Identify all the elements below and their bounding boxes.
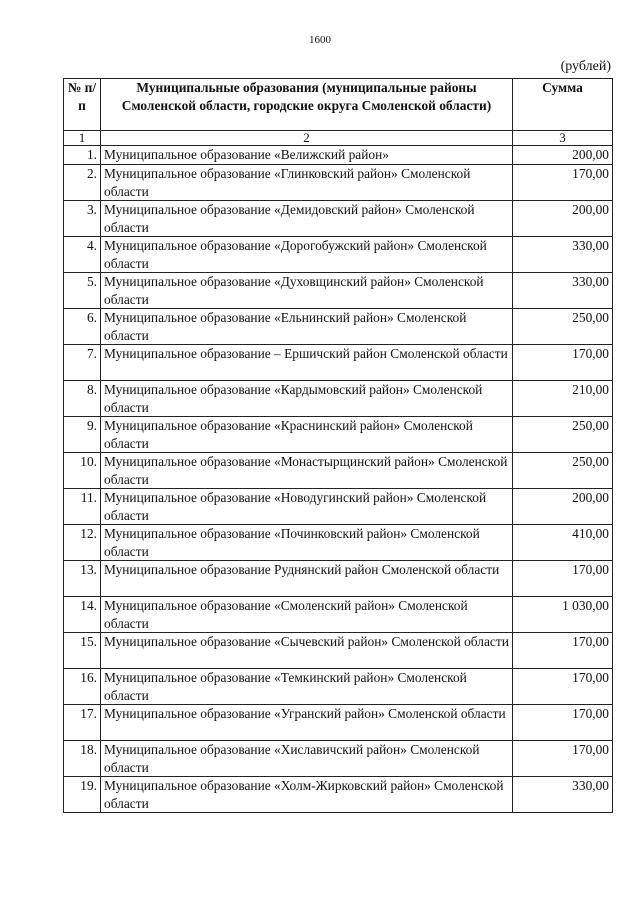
municipality-name: Муниципальное образование «Темкинский район» Смоленской области <box>101 669 513 705</box>
row-number: 2. <box>64 165 101 201</box>
table-row <box>64 309 613 345</box>
table-row <box>64 633 613 669</box>
row-sum: 200,00 <box>513 201 613 237</box>
row-sum: 170,00 <box>513 633 613 669</box>
municipality-name: Муниципальное образование «Кардымовский район» Смоленской области <box>101 381 513 417</box>
row-sum: 250,00 <box>513 453 613 489</box>
municipality-name: Муниципальное образование «Велижский район» <box>101 146 513 165</box>
table-row <box>64 597 613 633</box>
table-row <box>64 146 613 165</box>
row-sum: 170,00 <box>513 741 613 777</box>
municipality-name: Муниципальное образование «Демидовский район» Смоленской области <box>101 201 513 237</box>
municipality-name: Муниципальное образование «Угранский район» Смоленской области <box>101 705 513 741</box>
table-row <box>64 777 613 813</box>
row-number: 11. <box>64 489 101 525</box>
row-number: 13. <box>64 561 101 597</box>
column-number: 1 <box>64 131 101 146</box>
municipality-name: Муниципальное образование «Духовщинский район» Смоленской области <box>101 273 513 309</box>
municipality-name: Муниципальное образование «Сычевский район» Смоленской области <box>101 633 513 669</box>
row-number: 18. <box>64 741 101 777</box>
column-number: 2 <box>101 131 513 146</box>
table-row <box>64 165 613 201</box>
row-sum: 330,00 <box>513 273 613 309</box>
row-number: 12. <box>64 525 101 561</box>
row-sum: 170,00 <box>513 705 613 741</box>
table-header-row <box>64 79 613 131</box>
header-municipality: Муниципальные образования (муниципальные районы Смоленской области, городские округа Смоленской области) <box>101 79 513 131</box>
column-number-row <box>64 131 613 146</box>
row-sum: 170,00 <box>513 345 613 381</box>
row-sum: 170,00 <box>513 669 613 705</box>
table-row <box>64 705 613 741</box>
table-row <box>64 417 613 453</box>
row-sum: 250,00 <box>513 417 613 453</box>
units-label: (рублей) <box>560 59 611 74</box>
municipality-name: Муниципальное образование Руднянский район Смоленской области <box>101 561 513 597</box>
table-row <box>64 201 613 237</box>
row-number: 6. <box>64 309 101 345</box>
municipality-name: Муниципальное образование – Ершичский район Смоленской области <box>101 345 513 381</box>
row-sum: 170,00 <box>513 165 613 201</box>
municipality-name: Муниципальное образование «Глинковский район» Смоленской области <box>101 165 513 201</box>
table-row <box>64 525 613 561</box>
allocation-table <box>63 78 613 813</box>
row-number: 16. <box>64 669 101 705</box>
row-number: 9. <box>64 417 101 453</box>
table-row <box>64 381 613 417</box>
row-number: 15. <box>64 633 101 669</box>
municipality-name: Муниципальное образование «Дорогобужский район» Смоленской области <box>101 237 513 273</box>
row-sum: 170,00 <box>513 561 613 597</box>
row-number: 1. <box>64 146 101 165</box>
table-row <box>64 237 613 273</box>
column-number: 3 <box>513 131 613 146</box>
header-number: № п/п <box>64 79 101 131</box>
table-row <box>64 489 613 525</box>
municipality-name: Муниципальное образование «Хиславичский район» Смоленской области <box>101 741 513 777</box>
row-number: 19. <box>64 777 101 813</box>
row-sum: 1 030,00 <box>513 597 613 633</box>
municipality-name: Муниципальное образование «Краснинский район» Смоленской области <box>101 417 513 453</box>
municipality-name: Муниципальное образование «Новодугинский район» Смоленской области <box>101 489 513 525</box>
header-sum: Сумма <box>513 79 613 131</box>
row-number: 10. <box>64 453 101 489</box>
municipality-name: Муниципальное образование «Смоленский район» Смоленской области <box>101 597 513 633</box>
table-row <box>64 561 613 597</box>
row-sum: 200,00 <box>513 489 613 525</box>
row-sum: 200,00 <box>513 146 613 165</box>
row-sum: 210,00 <box>513 381 613 417</box>
table-row <box>64 345 613 381</box>
row-number: 17. <box>64 705 101 741</box>
row-sum: 330,00 <box>513 237 613 273</box>
row-sum: 250,00 <box>513 309 613 345</box>
row-number: 7. <box>64 345 101 381</box>
table-row <box>64 669 613 705</box>
page-number: 1600 <box>309 34 331 46</box>
row-number: 14. <box>64 597 101 633</box>
municipality-name: Муниципальное образование «Холм-Жирковский район» Смоленской области <box>101 777 513 813</box>
row-number: 8. <box>64 381 101 417</box>
row-number: 5. <box>64 273 101 309</box>
row-number: 3. <box>64 201 101 237</box>
row-number: 4. <box>64 237 101 273</box>
table-row <box>64 741 613 777</box>
table-row <box>64 453 613 489</box>
table-row <box>64 273 613 309</box>
municipality-name: Муниципальное образование «Ельнинский район» Смоленской области <box>101 309 513 345</box>
row-sum: 410,00 <box>513 525 613 561</box>
municipality-name: Муниципальное образование «Монастырщинский район» Смоленской области <box>101 453 513 489</box>
municipality-name: Муниципальное образование «Починковский район» Смоленской области <box>101 525 513 561</box>
row-sum: 330,00 <box>513 777 613 813</box>
